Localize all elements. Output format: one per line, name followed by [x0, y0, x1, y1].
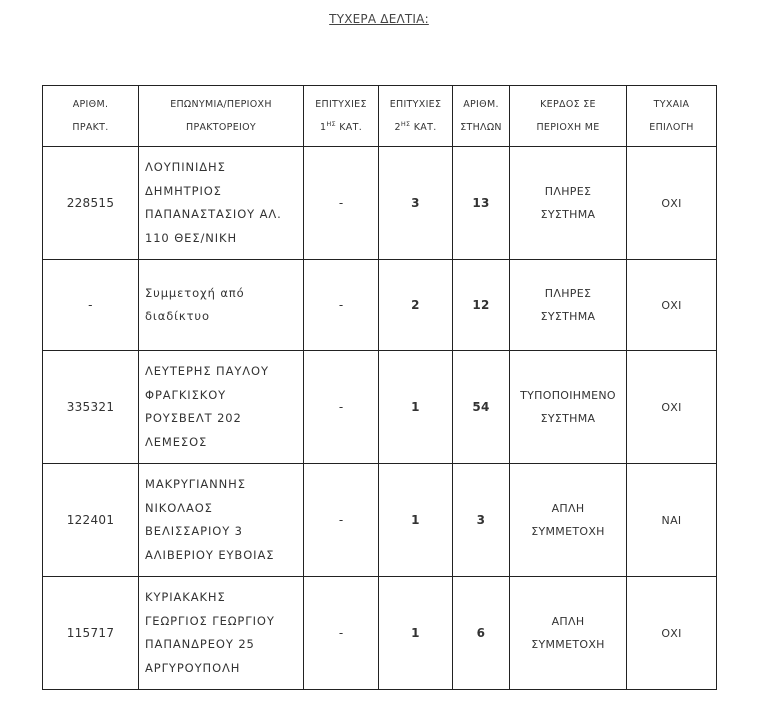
agent-number-cell: 122401 [43, 464, 139, 577]
agency-cell: Συμμετοχή από διαδίκτυο [139, 260, 304, 351]
columns-number-cell: 54 [453, 351, 510, 464]
agent-number-cell: - [43, 260, 139, 351]
first-category-wins-cell: - [304, 260, 379, 351]
table-row [43, 260, 717, 351]
second-category-wins-cell: 1 [379, 351, 453, 464]
columns-number-cell: 6 [453, 577, 510, 690]
table-header-row [43, 86, 717, 147]
prize-area-cell: ΤΥΠΟΠΟΙΗΜΕΝΟ ΣΥΣΤΗΜΑ [510, 351, 627, 464]
header-first-category-wins: ΕΠΙΤΥΧΙΕΣ $1^{H\Sigma}$ ΚΑΤ. [304, 86, 379, 147]
first-category-wins-cell: - [304, 464, 379, 577]
second-category-wins-cell: 1 [379, 464, 453, 577]
second-category-wins-cell: 3 [379, 147, 453, 260]
header-prize-area: ΚΕΡΔΟΣ ΣΕ ΠΕΡΙΟΧΗ ΜΕ [510, 86, 627, 147]
header-second-category-wins: ΕΠΙΤΥΧΙΕΣ $2^{H\Sigma}$ ΚΑΤ. [379, 86, 453, 147]
agent-number-cell: 228515 [43, 147, 139, 260]
agent-number-cell: 335321 [43, 351, 139, 464]
header-agency-name-area: ΕΠΩΝΥΜΙΑ/ΠΕΡΙΟΧΗ ΠΡΑΚΤΟΡΕΙΟΥ [139, 86, 304, 147]
random-pick-cell: ΝΑΙ [627, 464, 717, 577]
columns-number-cell: 13 [453, 147, 510, 260]
agency-cell: ΚΥΡΙΑΚΑΚΗΣ ΓΕΩΡΓΙΟΣ ΓΕΩΡΓΙΟΥ ΠΑΠΑΝΔΡΕΟΥ 25 ΑΡΓΥΡΟΥΠΟΛΗ [139, 577, 304, 690]
prize-area-cell: ΠΛΗΡΕΣ ΣΥΣΤΗΜΑ [510, 260, 627, 351]
second-category-wins-cell: 2 [379, 260, 453, 351]
second-category-wins-cell: 1 [379, 577, 453, 690]
agent-number-cell: 115717 [43, 577, 139, 690]
prize-area-cell: ΠΛΗΡΕΣ ΣΥΣΤΗΜΑ [510, 147, 627, 260]
random-pick-cell: ΟΧΙ [627, 577, 717, 690]
prize-area-cell: ΑΠΛΗ ΣΥΜΜΕΤΟΧΗ [510, 464, 627, 577]
table-row [43, 577, 717, 690]
table-row [43, 351, 717, 464]
agency-cell: ΛΟΥΠΙΝΙΔΗΣ ΔΗΜΗΤΡΙΟΣ ΠΑΠΑΝΑΣΤΑΣΙΟΥ ΑΛ. 110 ΘΕΣ/ΝΙΚΗ [139, 147, 304, 260]
header-columns-number: ΑΡΙΘΜ. ΣΤΗΛΩΝ [453, 86, 510, 147]
random-pick-cell: ΟΧΙ [627, 260, 717, 351]
random-pick-cell: ΟΧΙ [627, 351, 717, 464]
first-category-wins-cell: - [304, 577, 379, 690]
agency-cell: ΜΑΚΡΥΓΙΑΝΝΗΣ ΝΙΚΟΛΑΟΣ ΒΕΛΙΣΣΑΡΙΟΥ 3 ΑΛΙΒΕΡΙΟΥ ΕΥΒΟΙΑΣ [139, 464, 304, 577]
random-pick-cell: ΟΧΙ [627, 147, 717, 260]
columns-number-cell: 12 [453, 260, 510, 351]
agency-cell: ΛΕΥΤΕΡΗΣ ΠΑΥΛΟΥ ΦΡΑΓΚΙΣΚΟΥ ΡΟΥΣΒΕΛΤ 202 ΛΕΜΕΣΟΣ [139, 351, 304, 464]
header-agent-number: ΑΡΙΘΜ. ΠΡΑΚΤ. [43, 86, 139, 147]
columns-number-cell: 3 [453, 464, 510, 577]
header-random-pick: ΤΥΧΑΙΑ ΕΠΙΛΟΓΗ [627, 86, 717, 147]
first-category-wins-cell: - [304, 147, 379, 260]
prize-area-cell: ΑΠΛΗ ΣΥΜΜΕΤΟΧΗ [510, 577, 627, 690]
winning-tickets-table [42, 85, 717, 690]
table-row [43, 464, 717, 577]
first-category-wins-cell: - [304, 351, 379, 464]
table-row [43, 147, 717, 260]
document-title: ΤΥΧΕΡΑ ΔΕΛΤΙΑ: [329, 12, 429, 26]
